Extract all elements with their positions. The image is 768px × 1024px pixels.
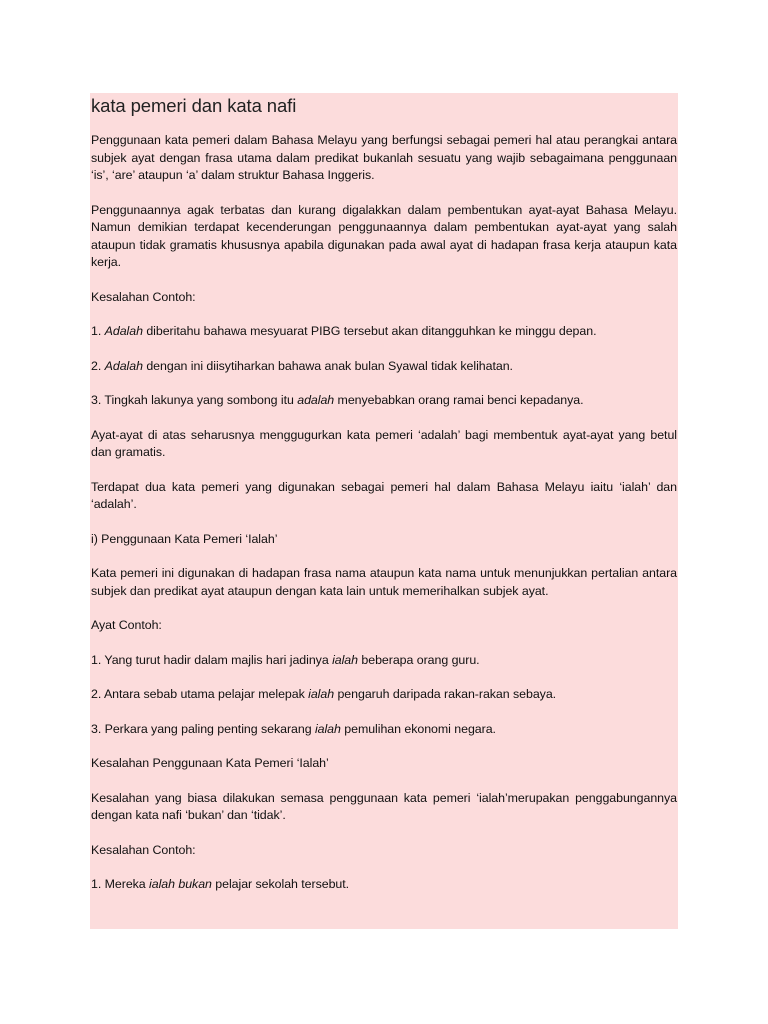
paragraph (91, 531, 677, 549)
document-page (90, 93, 678, 929)
text-run: Ayat-ayat di atas seharusnya menggugurkan kata pemeri ‘adalah’ bagi membentuk ayat-ayat yang betul dan gramatis. (91, 427, 677, 459)
text-run: Kesalahan Contoh: (91, 289, 196, 304)
paragraph (91, 842, 677, 860)
paragraph (91, 721, 677, 739)
paragraph (91, 132, 677, 185)
text-run: Kesalahan yang biasa dilakukan semasa penggunaan kata pemeri ‘ialah’merupakan penggabungannya dengan kata nafi ‘bukan’ dan ‘tidak’. (91, 790, 677, 822)
text-run: Penggunaannya agak terbatas dan kurang digalakkan dalam pembentukan ayat-ayat Bahasa Melayu. Namun demikian terdapat kecenderungan penggunaannya dalam pembentukan ayat-ayat yang salah ataupun tidak gramatis khususnya apabila digunakan pada awal ayat di hadapan frasa kerja ataupun kata kerja. (91, 202, 677, 269)
text-run: i) Penggunaan Kata Pemeri ‘Ialah’ (91, 531, 278, 546)
document-body (91, 132, 677, 894)
italic-text: ialah (314, 721, 341, 736)
text-run: 3. Tingkah lakunya yang sombong itu (91, 393, 298, 407)
paragraph (91, 392, 677, 410)
text-run: Ayat Contoh: (91, 618, 162, 632)
text-run: Kesalahan Contoh: (91, 842, 196, 857)
text-run: 1. (91, 324, 105, 338)
text-run: Terdapat dua kata pemeri yang digunakan sebagai pemeri hal dalam Bahasa Melayu iaitu ‘ialah’ dan ‘adalah’. (91, 479, 677, 511)
italic-text: adalah (297, 393, 335, 407)
paragraph (91, 479, 677, 514)
text-run: 3. Perkara yang paling penting sekarang (91, 721, 315, 736)
document-title: kata pemeri dan kata nafi (91, 95, 297, 116)
paragraph (91, 755, 677, 773)
paragraph (91, 876, 677, 894)
text-run: Penggunaan kata pemeri dalam Bahasa Melayu yang berfungsi sebagai pemeri hal atau perangkai antara subjek ayat dengan frasa utama dalam predikat bukanlah sesuatu yang wajib sebagaimana penggunaan ‘is’, ‘are’ ataupun ‘a’ dalam struktur Bahasa Inggeris. (91, 133, 677, 182)
paragraph (91, 652, 677, 670)
text-run: dengan ini diisytiharkan bahawa anak bulan Syawal tidak kelihatan. (142, 358, 513, 373)
italic-text: Adalah (104, 324, 143, 338)
paragraph (91, 686, 677, 704)
italic-text: ialah bukan (149, 877, 212, 891)
paragraph (91, 323, 677, 341)
italic-text: Adalah (104, 358, 143, 373)
paragraph (91, 289, 677, 307)
italic-text: ialah (308, 687, 335, 701)
italic-text: ialah (332, 652, 358, 667)
text-run: menyebabkan orang ramai benci kepadanya. (334, 393, 584, 407)
text-run: pelajar sekolah tersebut. (211, 877, 350, 891)
text-run: Kata pemeri ini digunakan di hadapan frasa nama ataupun kata nama untuk menunjukkan pertalian antara subjek dan predikat ayat ataupun dengan kata lain untuk memerihalkan subjek ayat. (91, 566, 677, 598)
paragraph (91, 358, 677, 376)
paragraph (91, 427, 677, 462)
text-run: Kesalahan Penggunaan Kata Pemeri ‘Ialah’ (91, 756, 329, 770)
paragraph (91, 790, 677, 825)
paragraph (91, 202, 677, 272)
text-run: 2. Antara sebab utama pelajar melepak (91, 687, 309, 701)
paragraph (91, 565, 677, 600)
text-run: 2. (91, 358, 105, 373)
text-run: beberapa orang guru. (358, 652, 480, 667)
text-run: diberitahu bahawa mesyuarat PIBG tersebut akan ditangguhkan ke minggu depan. (142, 324, 597, 338)
text-run: pengaruh daripada rakan-rakan sebaya. (334, 687, 557, 701)
text-run: 1. Yang turut hadir dalam majlis hari jadinya (91, 652, 333, 667)
text-run: pemulihan ekonomi negara. (340, 721, 496, 736)
text-run: 1. Mereka (91, 877, 150, 891)
paragraph (91, 617, 677, 635)
